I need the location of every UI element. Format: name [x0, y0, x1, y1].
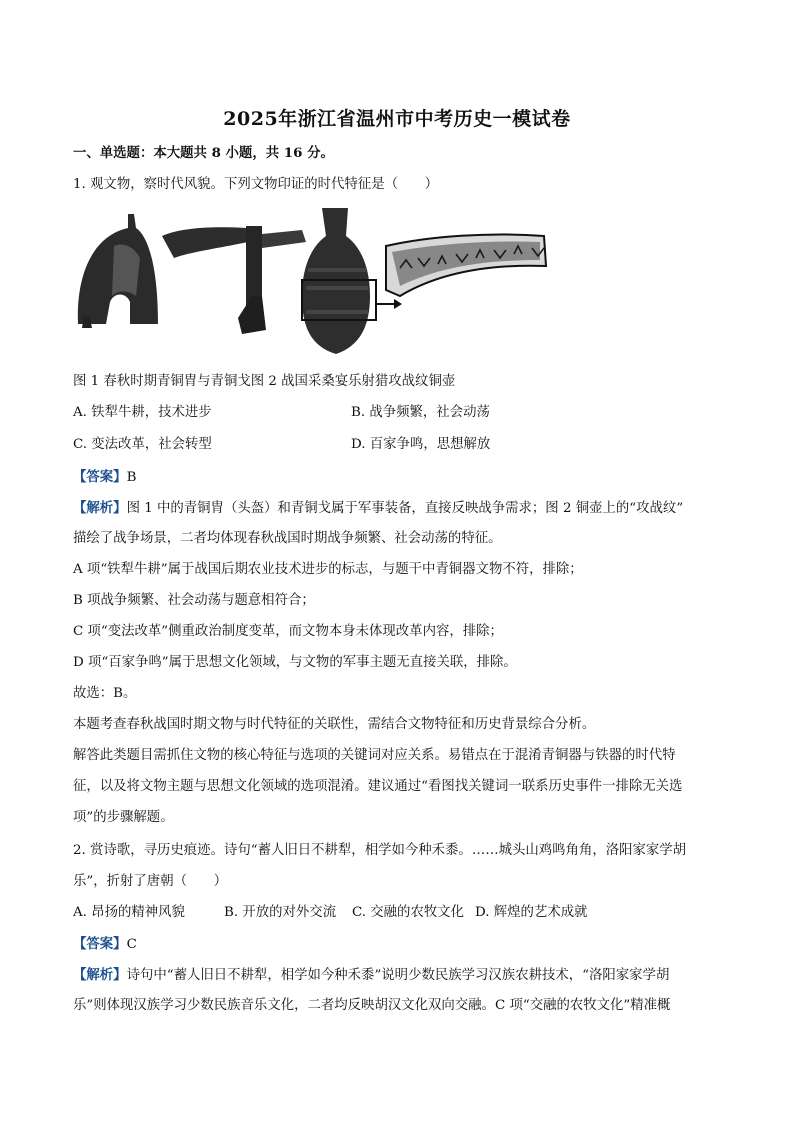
q2-analysis-line-1	[73, 966, 723, 985]
bronze-dagger-axe-image	[162, 226, 306, 334]
q1-analysis-line-2: 描绘了战争场景，二者均体现春秋战国时期战争频繁、社会动荡的特征。	[73, 531, 502, 546]
q2-answer	[73, 935, 723, 954]
bronze-helmet-image	[78, 214, 158, 328]
q2-analysis-line-2: 乐”则体现汉族学习少数民族音乐文化，二者均反映胡汉文化双向交融。C 项“交融的农牧文化”精准概	[73, 998, 671, 1013]
q1-analysis-text: 图 1 中的青铜胄（头盔）和青铜戈属于军事装备，直接反映战争需求；图 2 铜壶上的“攻战纹”	[126, 501, 684, 516]
arrow-icon	[376, 299, 402, 309]
bronze-pot-image	[302, 208, 376, 354]
q2-option-c: C. 交融的农牧文化	[352, 905, 465, 920]
q1-analysis-line-8: 本题考查春秋战国时期文物与时代特征的关联性，需结合文物特征和历史背景综合分析。	[73, 717, 596, 732]
section-heading: 一、单选题：本大题共 8 小题，共 16 分。	[73, 145, 334, 161]
q1-analysis-line-3: A 项“铁犁牛耕”属于战国后期农业技术进步的标志，与题干中青铜器文物不符，排除；	[73, 562, 583, 577]
q1-analysis-line-9: 解答此类题目需抓住文物的核心特征与选项的关键词对应关系。易错点在于混淆青铜器与铁器的时代特	[73, 748, 676, 763]
q1-analysis-line-5: C 项“变法改革”侧重政治制度变革，而文物本身未体现改革内容，排除；	[73, 624, 503, 639]
q1-analysis-line-1	[73, 499, 723, 518]
q1-analysis-line-6: D 项“百家争鸣”属于思想文化领域，与文物的军事主题无直接关联，排除。	[73, 655, 517, 670]
q1-figure-caption: 图 1 春秋时期青铜胄与青铜戈图 2 战国采桑宴乐射猎攻战纹铜壶	[73, 374, 456, 389]
q1-analysis-line-7: 故选：B。	[73, 686, 137, 701]
q2-analysis-text: 诗句中“蓄人旧日不耕犁，相学如今种禾黍”说明少数民族学习汉族农耕技术，“洛阳家家学胡	[126, 968, 670, 983]
q2-option-b: B. 开放的对外交流	[224, 905, 337, 920]
q1-answer	[73, 468, 723, 487]
q1-analysis-line-10: 征，以及将文物主题与思想文化领域的选项混淆。建议通过“看图找关键词一联系历史事件一排除无关选	[73, 779, 683, 794]
battle-pattern-detail-image	[386, 234, 546, 296]
q2-option-d: D. 辉煌的艺术成就	[475, 905, 588, 920]
q1-answer-tag: 【答案】	[73, 469, 127, 485]
page-title: 2025年浙江省温州市中考历史一模试卷	[223, 108, 571, 130]
q1-option-b: B. 战争频繁，社会动荡	[351, 405, 490, 420]
q1-option-d: D. 百家争鸣，思想解放	[351, 437, 491, 452]
q2-stem-line-1: 2. 赏诗歌，寻历史痕迹。诗句“蓄人旧日不耕犁，相学如今种禾黍。……城头山鸡鸣角角，洛阳家家学胡	[73, 843, 687, 858]
q1-analysis-tag: 【解析】	[73, 500, 127, 516]
q2-answer-tag: 【答案】	[73, 936, 127, 952]
q1-option-c: C. 变法改革，社会转型	[73, 437, 212, 452]
q1-option-a: A. 铁犁牛耕，技术进步	[73, 405, 212, 420]
q1-artifact-figure	[70, 206, 550, 358]
q1-stem: 1. 观文物，察时代风貌。下列文物印证的时代特征是（ ）	[73, 177, 439, 192]
q2-option-a: A. 昂扬的精神风貌	[73, 905, 185, 920]
q2-answer-value: C	[126, 937, 137, 952]
q1-analysis-line-4: B 项战争频繁、社会动荡与题意相符合；	[73, 593, 315, 608]
q1-answer-value: B	[126, 470, 137, 485]
q2-stem-line-2: 乐”，折射了唐朝（ ）	[73, 874, 228, 889]
q1-analysis-line-11: 项”的步骤解题。	[73, 810, 174, 825]
q2-analysis-tag: 【解析】	[73, 967, 127, 983]
